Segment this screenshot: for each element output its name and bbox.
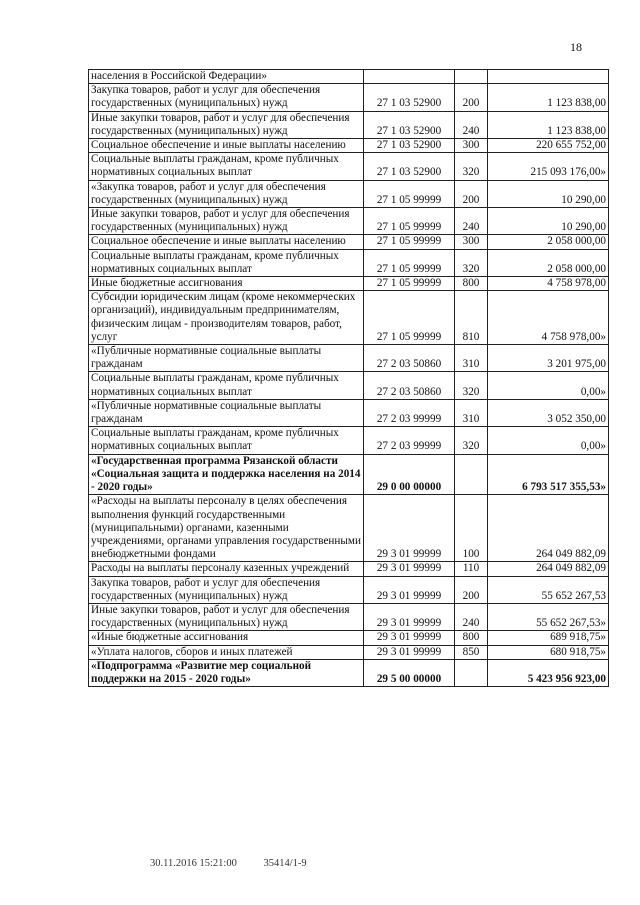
table-row	[89, 399, 609, 426]
row-expense-type-cell: 320	[455, 427, 488, 454]
row-sum-cell: 264 049 882,09	[488, 495, 609, 562]
row-code-cell: 27 1 05 99999	[364, 208, 455, 235]
row-expense-type-cell: 320	[455, 372, 488, 399]
row-name-cell: Социальные выплаты гражданам, кроме публичных нормативных социальных выплат	[89, 249, 364, 276]
row-sum-cell: 0,00»	[488, 372, 609, 399]
footer-timestamp: 30.11.2016 15:21:00	[150, 858, 237, 869]
table-row	[89, 603, 609, 630]
table-row	[89, 576, 609, 603]
row-code-cell: 27 2 03 99999	[364, 399, 455, 426]
row-expense-type-cell: 200	[455, 180, 488, 207]
row-code-cell: 29 5 00 00000	[364, 659, 455, 686]
row-name-cell: Закупка товаров, работ и услуг для обеспечения государственных (муниципальных) нужд	[89, 576, 364, 603]
row-sum-cell: 680 918,75»	[488, 645, 609, 659]
table-row	[89, 249, 609, 276]
row-code-cell: 29 3 01 99999	[364, 576, 455, 603]
row-code-cell: 27 1 05 99999	[364, 180, 455, 207]
table-row	[89, 659, 609, 686]
table-row	[89, 180, 609, 207]
row-sum-cell: 3 201 975,00	[488, 345, 609, 372]
row-sum-cell: 10 290,00	[488, 208, 609, 235]
row-name-cell: Социальные выплаты гражданам, кроме публичных нормативных социальных выплат	[89, 372, 364, 399]
row-code-cell: 27 1 03 52900	[364, 153, 455, 180]
row-name-cell: Иные бюджетные ассигнования	[89, 277, 364, 291]
row-sum-cell: 1 123 838,00	[488, 111, 609, 138]
row-name-cell: «Расходы на выплаты персоналу в целях обеспечения выполнения функций государственными (муниципальными) органами, казенными учреждениями, органами управления государственными внебюджетными фондами	[89, 495, 364, 562]
row-expense-type-cell: 110	[455, 562, 488, 576]
row-code-cell: 29 3 01 99999	[364, 631, 455, 645]
row-name-cell: Социальные выплаты гражданам, кроме публичных нормативных социальных выплат	[89, 153, 364, 180]
row-expense-type-cell: 310	[455, 399, 488, 426]
row-sum-cell: 55 652 267,53»	[488, 603, 609, 630]
row-name-cell: «Государственная программа Рязанской области «Социальная защита и поддержка населения на 2014 - 2020 годы»	[89, 454, 364, 495]
row-code-cell: 29 3 01 99999	[364, 495, 455, 562]
row-code-cell: 29 3 01 99999	[364, 603, 455, 630]
row-sum-cell	[488, 70, 609, 84]
row-expense-type-cell: 100	[455, 495, 488, 562]
row-name-cell: «Закупка товаров, работ и услуг для обеспечения государственных (муниципальных) нужд	[89, 180, 364, 207]
row-sum-cell: 6 793 517 355,53»	[488, 454, 609, 495]
row-expense-type-cell	[455, 454, 488, 495]
row-expense-type-cell: 200	[455, 576, 488, 603]
row-sum-cell: 3 052 350,00	[488, 399, 609, 426]
row-code-cell: 27 1 03 52900	[364, 139, 455, 153]
table-row	[89, 235, 609, 249]
row-name-cell: Социальные выплаты гражданам, кроме публичных нормативных социальных выплат	[89, 427, 364, 454]
row-code-cell: 27 1 05 99999	[364, 291, 455, 345]
row-name-cell: Социальное обеспечение и иные выплаты населению	[89, 139, 364, 153]
row-name-cell: Субсидии юридическим лицам (кроме некоммерческих организаций), индивидуальным предпринимателям, физическим лицам - производителям товаров, работ, услуг	[89, 291, 364, 345]
row-expense-type-cell	[455, 659, 488, 686]
table-row	[89, 645, 609, 659]
row-expense-type-cell: 240	[455, 111, 488, 138]
table-row	[89, 291, 609, 345]
budget-table	[88, 69, 609, 687]
row-expense-type-cell: 200	[455, 84, 488, 111]
row-name-cell: «Уплата налогов, сборов и иных платежей	[89, 645, 364, 659]
row-code-cell: 29 3 01 99999	[364, 645, 455, 659]
table-row	[89, 454, 609, 495]
row-name-cell: «Подпрограмма «Развитие мер социальной поддержки на 2015 - 2020 годы»	[89, 659, 364, 686]
table-row	[89, 277, 609, 291]
row-code-cell: 27 2 03 99999	[364, 427, 455, 454]
row-expense-type-cell: 300	[455, 235, 488, 249]
row-sum-cell: 4 758 978,00	[488, 277, 609, 291]
row-sum-cell: 689 918,75»	[488, 631, 609, 645]
row-sum-cell: 2 058 000,00	[488, 235, 609, 249]
row-code-cell: 27 2 03 50860	[364, 345, 455, 372]
row-name-cell: Иные закупки товаров, работ и услуг для обеспечения государственных (муниципальных) нужд	[89, 208, 364, 235]
row-sum-cell: 264 049 882,09	[488, 562, 609, 576]
row-name-cell: Иные закупки товаров, работ и услуг для обеспечения государственных (муниципальных) нужд	[89, 603, 364, 630]
row-sum-cell: 2 058 000,00	[488, 249, 609, 276]
table-row	[89, 562, 609, 576]
budget-table-body	[89, 70, 609, 687]
row-name-cell: «Публичные нормативные социальные выплаты гражданам	[89, 345, 364, 372]
row-sum-cell: 10 290,00	[488, 180, 609, 207]
row-code-cell: 29 3 01 99999	[364, 562, 455, 576]
row-name-cell: Иные закупки товаров, работ и услуг для обеспечения государственных (муниципальных) нужд	[89, 111, 364, 138]
row-code-cell: 27 1 05 99999	[364, 235, 455, 249]
row-expense-type-cell: 320	[455, 249, 488, 276]
row-name-cell: «Иные бюджетные ассигнования	[89, 631, 364, 645]
row-expense-type-cell: 320	[455, 153, 488, 180]
row-sum-cell: 215 093 176,00»	[488, 153, 609, 180]
row-expense-type-cell: 240	[455, 208, 488, 235]
table-row	[89, 372, 609, 399]
row-name-cell: Закупка товаров, работ и услуг для обеспечения государственных (муниципальных) нужд	[89, 84, 364, 111]
row-expense-type-cell: 310	[455, 345, 488, 372]
row-sum-cell: 55 652 267,53	[488, 576, 609, 603]
row-expense-type-cell: 800	[455, 631, 488, 645]
row-code-cell: 27 1 03 52900	[364, 111, 455, 138]
row-sum-cell: 4 758 978,00»	[488, 291, 609, 345]
row-expense-type-cell: 240	[455, 603, 488, 630]
footer-doc-id: 35414/1-9	[263, 858, 307, 869]
table-row	[89, 427, 609, 454]
row-code-cell: 29 0 00 00000	[364, 454, 455, 495]
row-code-cell	[364, 70, 455, 84]
row-code-cell: 27 1 05 99999	[364, 277, 455, 291]
footer	[150, 858, 331, 869]
row-expense-type-cell: 300	[455, 139, 488, 153]
row-expense-type-cell: 850	[455, 645, 488, 659]
table-row	[89, 631, 609, 645]
row-name-cell: Расходы на выплаты персоналу казенных учреждений	[89, 562, 364, 576]
table-row	[89, 208, 609, 235]
row-expense-type-cell	[455, 70, 488, 84]
row-name-cell: населения в Российской Федерации»	[89, 70, 364, 84]
table-row	[89, 139, 609, 153]
row-sum-cell: 5 423 956 923,00	[488, 659, 609, 686]
page-number: 18	[570, 40, 582, 54]
row-name-cell: Социальное обеспечение и иные выплаты населению	[89, 235, 364, 249]
row-name-cell: «Публичные нормативные социальные выплаты гражданам	[89, 399, 364, 426]
row-sum-cell: 220 655 752,00	[488, 139, 609, 153]
row-code-cell: 27 1 05 99999	[364, 249, 455, 276]
row-code-cell: 27 1 03 52900	[364, 84, 455, 111]
row-code-cell: 27 2 03 50860	[364, 372, 455, 399]
row-sum-cell: 1 123 838,00	[488, 84, 609, 111]
table-row	[89, 70, 609, 84]
table-row	[89, 153, 609, 180]
row-sum-cell: 0,00»	[488, 427, 609, 454]
table-row	[89, 345, 609, 372]
row-expense-type-cell: 800	[455, 277, 488, 291]
row-expense-type-cell: 810	[455, 291, 488, 345]
table-row	[89, 111, 609, 138]
table-row	[89, 84, 609, 111]
table-row	[89, 495, 609, 562]
